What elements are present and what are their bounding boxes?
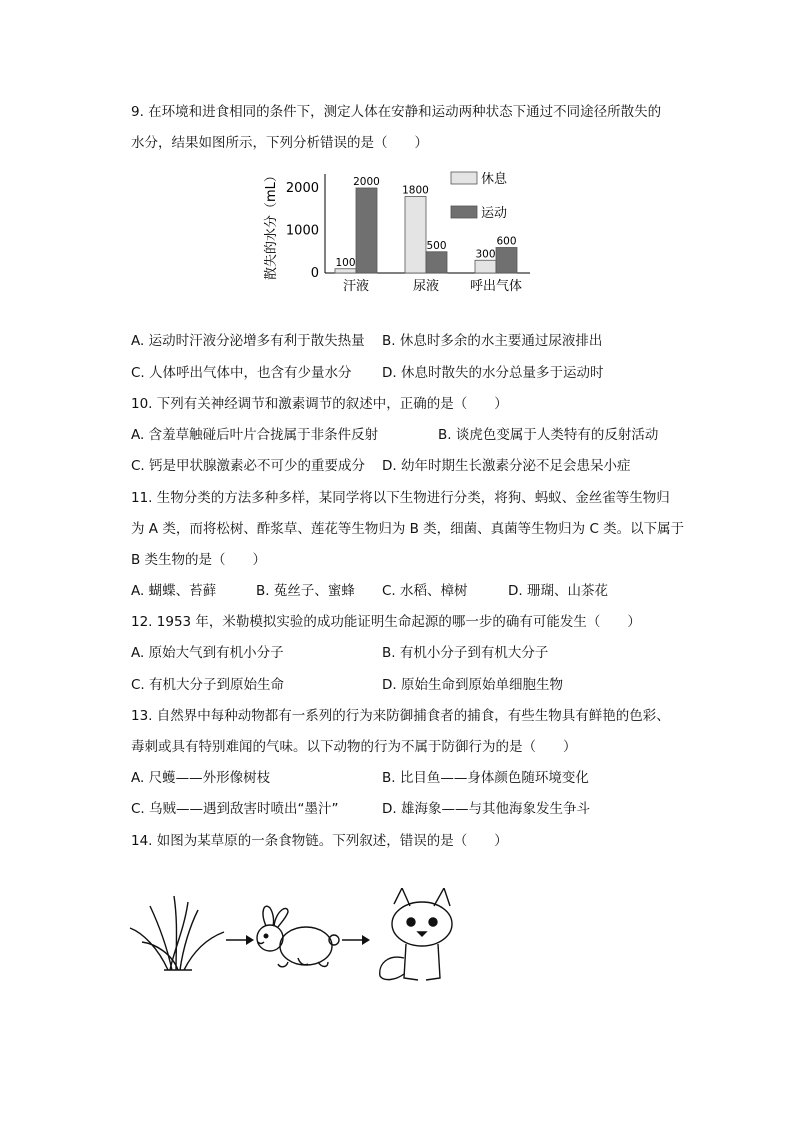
q9-stem-line-1: 9. 在环境和进食相同的条件下，测定人体在安静和运动两种状态下通过不同途径所散失的 bbox=[131, 104, 662, 120]
q13-stem-line-2: 毒刺或具有特别难闻的气味。以下动物的行为不属于防御行为的是（ ） bbox=[131, 739, 577, 755]
water-loss-bar-chart bbox=[255, 160, 535, 300]
grass-icon bbox=[130, 896, 224, 970]
q12-option-c: C. 有机大分子到原始生命 bbox=[131, 677, 285, 693]
chart-categories bbox=[343, 278, 522, 294]
chart-bar bbox=[335, 269, 356, 273]
q10-option-a: A. 含羞草触碰后叶片合拢属于非条件反射 bbox=[131, 427, 379, 443]
q10-stem: 10. 下列有关神经调节和激素调节的叙述中，正确的是（ ） bbox=[131, 396, 508, 412]
q11-stem-line-2: 为 A 类，而将松树、酢浆草、莲花等生物归为 B 类，细菌、真菌等生物归为 C 类。以下属于 bbox=[131, 521, 685, 537]
chart-data-label: 1800 bbox=[402, 184, 429, 197]
fox-icon bbox=[380, 888, 452, 980]
q11-option-a: A. 蝴蝶、苔藓 bbox=[131, 583, 217, 599]
chart-category-label: 汗液 bbox=[342, 279, 370, 294]
chart-data-label: 500 bbox=[426, 239, 447, 252]
chart-svg bbox=[255, 160, 535, 300]
q12-stem: 12. 1953 年，米勒模拟实验的成功能证明生命起源的哪一步的确有可能发生（ ） bbox=[131, 614, 641, 630]
chart-data-label: 300 bbox=[475, 248, 496, 261]
q13-option-d: D. 雄海象——与其他海象发生争斗 bbox=[382, 801, 590, 817]
q10-option-c: C. 钙是甲状腺激素必不可少的重要成分 bbox=[131, 458, 366, 474]
chart-ytick-label: 1000 bbox=[285, 223, 319, 239]
q11-stem-line-1: 11. 生物分类的方法多种多样，某同学将以下生物进行分类，将狗、蚂蚁、金丝雀等生物归 bbox=[131, 490, 670, 506]
q12-option-b: B. 有机小分子到有机大分子 bbox=[382, 645, 549, 661]
q11-option-c: C. 水稻、樟树 bbox=[382, 583, 468, 599]
q9-option-b: B. 休息时多余的水主要通过尿液排出 bbox=[382, 333, 603, 349]
q13-stem-line-1: 13. 自然界中每种动物都有一系列的行为来防御捕食者的捕食，有些生物具有鲜艳的色彩、 bbox=[131, 708, 670, 724]
q11-option-d: D. 珊瑚、山茶花 bbox=[508, 583, 608, 599]
chart-bar bbox=[405, 197, 426, 274]
chart-data-label: 2000 bbox=[353, 176, 380, 188]
arrow-right-icon bbox=[226, 935, 254, 945]
food-chain-illustration bbox=[128, 888, 468, 988]
rabbit-icon bbox=[257, 906, 339, 967]
chart-legend-label: 运动 bbox=[481, 206, 508, 221]
q12-option-a: A. 原始大气到有机小分子 bbox=[131, 645, 284, 661]
q13-option-b: B. 比目鱼——身体颜色随环境变化 bbox=[382, 770, 589, 786]
chart-ytick-label: 2000 bbox=[285, 181, 319, 196]
chart-data-label: 100 bbox=[335, 256, 356, 269]
chart-bars bbox=[335, 176, 517, 273]
chart-legend-label: 休息 bbox=[481, 172, 508, 187]
chart-data-label: 600 bbox=[496, 235, 517, 248]
q9-option-a: A. 运动时汗液分泌增多有利于散失热量 bbox=[131, 333, 365, 349]
chart-category-label: 呼出气体 bbox=[469, 279, 523, 294]
q14-stem: 14. 如图为某草原的一条食物链。下列叙述，错误的是（ ） bbox=[131, 833, 508, 849]
chart-ytick-label: 0 bbox=[310, 266, 319, 281]
chart-category-label: 尿液 bbox=[412, 279, 440, 294]
q13-option-a: A. 尺蠖——外形像树枝 bbox=[131, 770, 271, 786]
chart-bar bbox=[356, 188, 377, 273]
chart-bar bbox=[496, 248, 517, 274]
chart-bar bbox=[475, 260, 496, 273]
q9-option-c: C. 人体呼出气体中，也含有少量水分 bbox=[131, 365, 352, 381]
q9-option-d: D. 休息时散失的水分总量多于运动时 bbox=[382, 365, 604, 381]
q11-option-b: B. 菟丝子、蜜蜂 bbox=[256, 583, 355, 599]
chart-bar bbox=[426, 252, 447, 273]
q10-option-d: D. 幼年时期生长激素分泌不足会患呆小症 bbox=[382, 458, 631, 474]
q9-stem-line-2: 水分，结果如图所示，下列分析错误的是（ ） bbox=[131, 135, 428, 151]
chart-legend-swatch bbox=[451, 172, 477, 184]
chart-legend-swatch bbox=[451, 206, 477, 218]
q10-option-b: B. 谈虎色变属于人类特有的反射活动 bbox=[438, 427, 659, 443]
chart-ylabel: 散失的水分（mL） bbox=[264, 169, 279, 280]
q13-option-c: C. 乌贼——遇到敌害时喷出“墨汁” bbox=[131, 801, 339, 817]
q12-option-d: D. 原始生命到原始单细胞生物 bbox=[382, 677, 563, 693]
chart-yticks bbox=[286, 181, 319, 281]
q11-stem-line-3: B 类生物的是（ ） bbox=[131, 552, 267, 568]
chart-legend bbox=[451, 171, 508, 221]
arrow-right-icon bbox=[342, 935, 370, 945]
